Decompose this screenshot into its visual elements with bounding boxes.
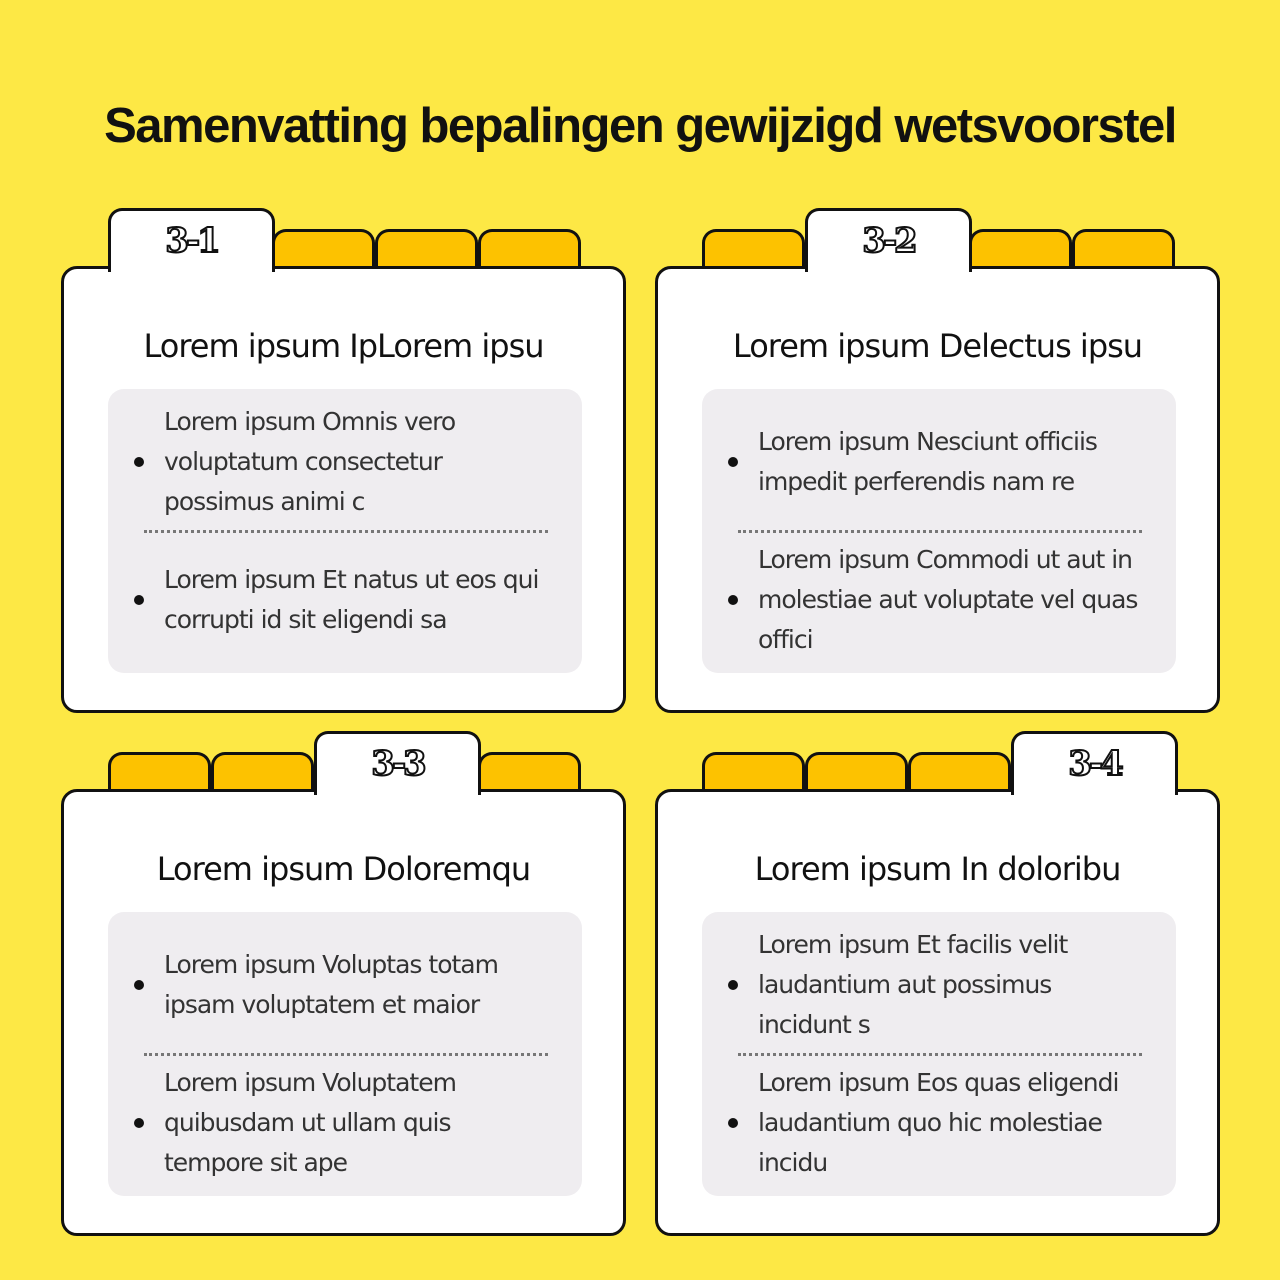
- list-item-text: Lorem ipsum Et facilis velit laudantium aut possimus incidunt s: [758, 930, 1068, 1040]
- list-item-text: Lorem ipsum Voluptas totam ipsam voluptatem et maior: [164, 950, 498, 1020]
- tab-label: 3-3: [371, 744, 424, 784]
- card: [655, 266, 1220, 713]
- list-item-text: Lorem ipsum Omnis vero voluptatum consectetur possimus animi c: [164, 407, 456, 517]
- dotted-divider: [144, 1053, 548, 1056]
- tab-inactive[interactable]: [702, 229, 805, 269]
- tab-inactive[interactable]: [478, 229, 581, 269]
- bullet-icon: [728, 980, 738, 990]
- list-item: [134, 537, 548, 664]
- bullet-icon: [134, 595, 144, 605]
- bullet-icon: [134, 980, 144, 990]
- panel-3-4: [655, 731, 1220, 1236]
- list-item-text: Lorem ipsum Commodi ut aut in molestiae aut voluptate vel quas offici: [758, 544, 1138, 654]
- dotted-divider: [144, 530, 548, 533]
- list-item-text: Lorem ipsum Et natus ut eos qui corrupti id sit eligendi sa: [164, 564, 539, 634]
- list-item: [728, 922, 1142, 1049]
- card-heading: Lorem ipsum In doloribu: [754, 850, 1121, 888]
- tab-3-3[interactable]: [314, 731, 481, 795]
- bullet-icon: [728, 595, 738, 605]
- panel-3-1: [61, 208, 626, 713]
- tab-inactive[interactable]: [211, 752, 314, 792]
- card: [655, 789, 1220, 1236]
- bullet-list: [108, 389, 582, 673]
- list-item: [134, 922, 548, 1049]
- bullet-list: [702, 912, 1176, 1196]
- bullet-icon: [728, 1118, 738, 1128]
- card-heading: Lorem ipsum IpLorem ipsu: [143, 327, 544, 365]
- tab-label: 3-4: [1068, 744, 1121, 784]
- panel-3-2: [655, 208, 1220, 713]
- tab-inactive[interactable]: [702, 752, 805, 792]
- card: [61, 266, 626, 713]
- card-heading: Lorem ipsum Doloremqu: [156, 850, 531, 888]
- tab-inactive[interactable]: [908, 752, 1011, 792]
- card: [61, 789, 626, 1236]
- list-item: [134, 1060, 548, 1187]
- list-item-text: Lorem ipsum Voluptatem quibusdam ut ullam quis tempore sit ape: [164, 1067, 456, 1177]
- list-item-text: Lorem ipsum Nesciunt officiis impedit perferendis nam re: [758, 427, 1097, 497]
- tab-3-1[interactable]: [108, 208, 275, 272]
- tab-inactive[interactable]: [969, 229, 1072, 269]
- page-title: Samenvatting bepalingen gewijzigd wetsvoorstel: [104, 99, 1176, 153]
- tab-inactive[interactable]: [272, 229, 375, 269]
- dotted-divider: [738, 530, 1142, 533]
- tab-inactive[interactable]: [478, 752, 581, 792]
- tab-inactive[interactable]: [805, 752, 908, 792]
- list-item: [728, 537, 1142, 664]
- tab-3-2[interactable]: [805, 208, 972, 272]
- list-item: [134, 399, 548, 526]
- list-item: [728, 399, 1142, 526]
- tab-inactive[interactable]: [108, 752, 211, 792]
- tab-3-4[interactable]: [1011, 731, 1178, 795]
- tab-label: 3-2: [862, 221, 915, 261]
- card-heading: Lorem ipsum Delectus ipsu: [732, 327, 1143, 365]
- list-item: [728, 1060, 1142, 1187]
- bullet-list: [702, 389, 1176, 673]
- dotted-divider: [738, 1053, 1142, 1056]
- bullet-icon: [134, 457, 144, 467]
- list-item-text: Lorem ipsum Eos quas eligendi laudantium quo hic molestiae incidu: [758, 1067, 1119, 1177]
- panel-3-3: [61, 731, 626, 1236]
- tab-label: 3-1: [165, 221, 218, 261]
- tab-inactive[interactable]: [375, 229, 478, 269]
- tab-inactive[interactable]: [1072, 229, 1175, 269]
- bullet-icon: [134, 1118, 144, 1128]
- bullet-list: [108, 912, 582, 1196]
- bullet-icon: [728, 457, 738, 467]
